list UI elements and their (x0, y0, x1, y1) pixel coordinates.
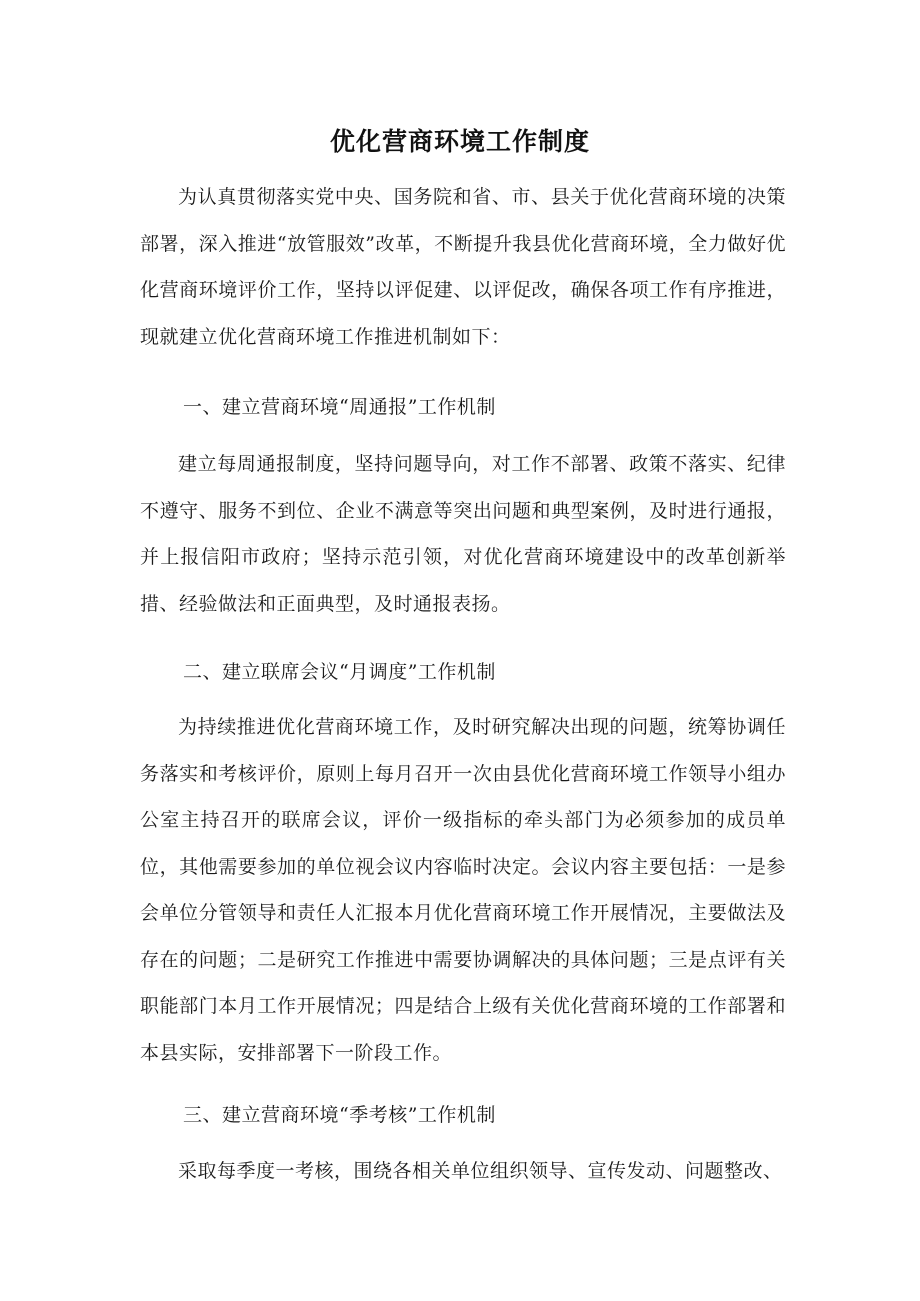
section-paragraph-weekly-report: 建立每周通报制度，坚持问题导向，对工作不部署、政策不落实、纪律不遵守、服务不到位、企业不满意等突出问题和典型案例，及时进行通报，并上报信阳市政府；坚持示范引领，对优化营商环境建设中的改革创新举措、经验做法和正面典型，及时通报表扬。 (140, 453, 786, 615)
section-paragraph-monthly-meeting: 为持续推进优化营商环境工作，及时研究解决出现的问题，统筹协调任务落实和考核评价，原则上每月召开一次由县优化营商环境工作领导小组办公室主持召开的联席会议，评价一级指标的牵头部门为必须参加的成员单位，其他需要参加的单位视会议内容临时决定。会议内容主要包括：一是参会单位分管领导和责任人汇报本月优化营商环境工作开展情况，主要做法及存在的问题；二是研究工作推进中需要协调解决的具体问题；三是点评有关职能部门本月工作开展情况；四是结合上级有关优化营商环境的工作部署和本县实际，安排部署下一阶段工作。 (140, 716, 786, 1064)
intro-paragraph: 为认真贯彻落实党中央、国务院和省、市、县关于优化营商环境的决策部署，深入推进“放管服效”改革，不断提升我县优化营商环境，全力做好优化营商环境评价工作，坚持以评促建、以评促改，确保各项工作有序推进，现就建立优化营商环境工作推进机制如下： (140, 186, 786, 348)
section-heading-monthly-meeting: 二、建立联席会议“月调度”工作机制 (183, 661, 496, 683)
section-paragraph-quarterly-assessment: 采取每季度一考核，围绕各相关单位组织领导、宣传发动、问题整改、 (178, 1160, 783, 1182)
section-heading-weekly-report: 一、建立营商环境“周通报”工作机制 (183, 396, 496, 418)
document-title: 优化营商环境工作制度 (329, 127, 590, 156)
section-heading-quarterly-assessment: 三、建立营商环境“季考核”工作机制 (183, 1104, 496, 1126)
